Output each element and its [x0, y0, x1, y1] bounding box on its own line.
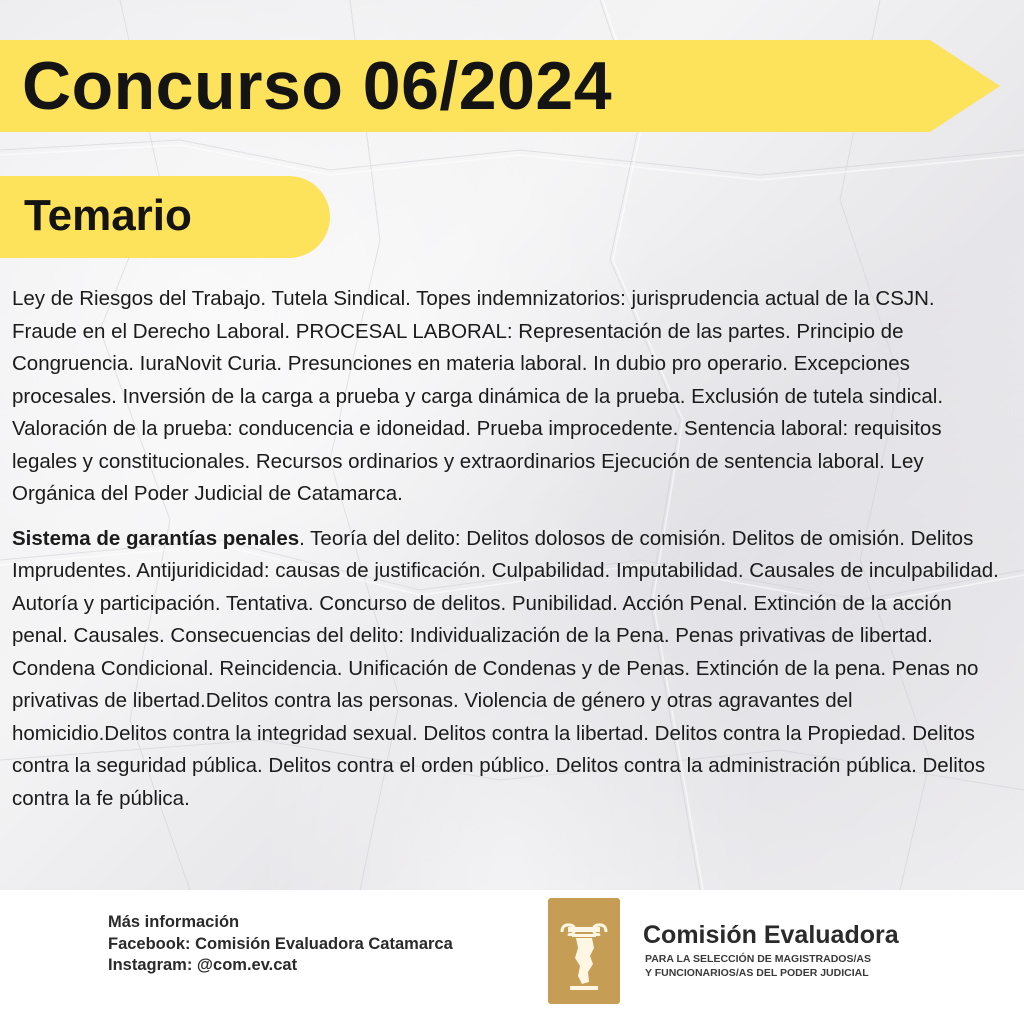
penal-heading: Sistema de garantías penales — [12, 526, 300, 550]
info-heading: Más información — [108, 913, 240, 931]
penal-topics: . Teoría del delito: Delitos dolosos de comisión. Delitos de omisión. Delitos Imprudentes. Antijuridicidad: causas de justificación. Culpabilidad. Imputabilidad. Causales de inculpabilidad. Autoría y participación. Tentativa. Concurso de delitos. Punibilidad. Acción Penal. Extinción de la acción penal. Causales. Consecuencias del delito: Individualización de la Pena. Penas privativas de libertad. Condena Condicional. Reincidencia. Unificación de Condenas y de Penas. Extinción de la pena. Penas no privativas de libertad.Delitos contra las personas. Violencia de género y otras agravantes del homicidio.Delitos contra la integridad sexual. Delitos contra la libertad. Delitos contra la Propiedad. Delitos contra la seguridad pública. Delitos contra el orden público. Delitos contra la administración pública. Delitos contra la fe pública. — [12, 526, 999, 810]
organization-subtitle — [645, 953, 935, 980]
instagram-link[interactable]: Instagram: @com.ev.cat — [108, 956, 298, 974]
column-emblem-icon — [548, 898, 620, 1004]
contact-info — [108, 912, 453, 977]
section-title: Temario — [24, 191, 192, 240]
syllabus-content — [12, 283, 1002, 827]
syllabus-paragraph-penal — [12, 523, 1002, 816]
organization-line-1: PARA LA SELECCIÓN DE MAGISTRADOS/AS — [645, 953, 871, 965]
page-title: Concurso 06/2024 — [22, 48, 613, 124]
syllabus-paragraph-labor: Ley de Riesgos del Trabajo. Tutela Sindical. Topes indemnizatorios: jurisprudencia actual de la CSJN. Fraude en el Derecho Laboral. PROCESAL LABORAL: Representación de las partes. Principio de Congruencia. IuraNovit Curia. Presunciones en materia laboral. In dubio pro operario. Excepciones procesales. Inversión de la carga a prueba y carga dinámica de la prueba. Exclusión de tutela sindical. Valoración de la prueba: conducencia e idoneidad. Prueba improcedente. Sentencia laboral: requisitos legales y constitucionales. Recursos ordinarios y extraordinarios Ejecución de sentencia laboral. Ley Orgánica del Poder Judicial de Catamarca. — [12, 287, 944, 505]
organization-line-2: Y FUNCIONARIOS/AS DEL PODER JUDICIAL — [645, 966, 869, 979]
organization-name: Comisión Evaluadora — [643, 921, 899, 949]
facebook-link[interactable]: Facebook: Comisión Evaluadora Catamarca — [108, 934, 453, 953]
